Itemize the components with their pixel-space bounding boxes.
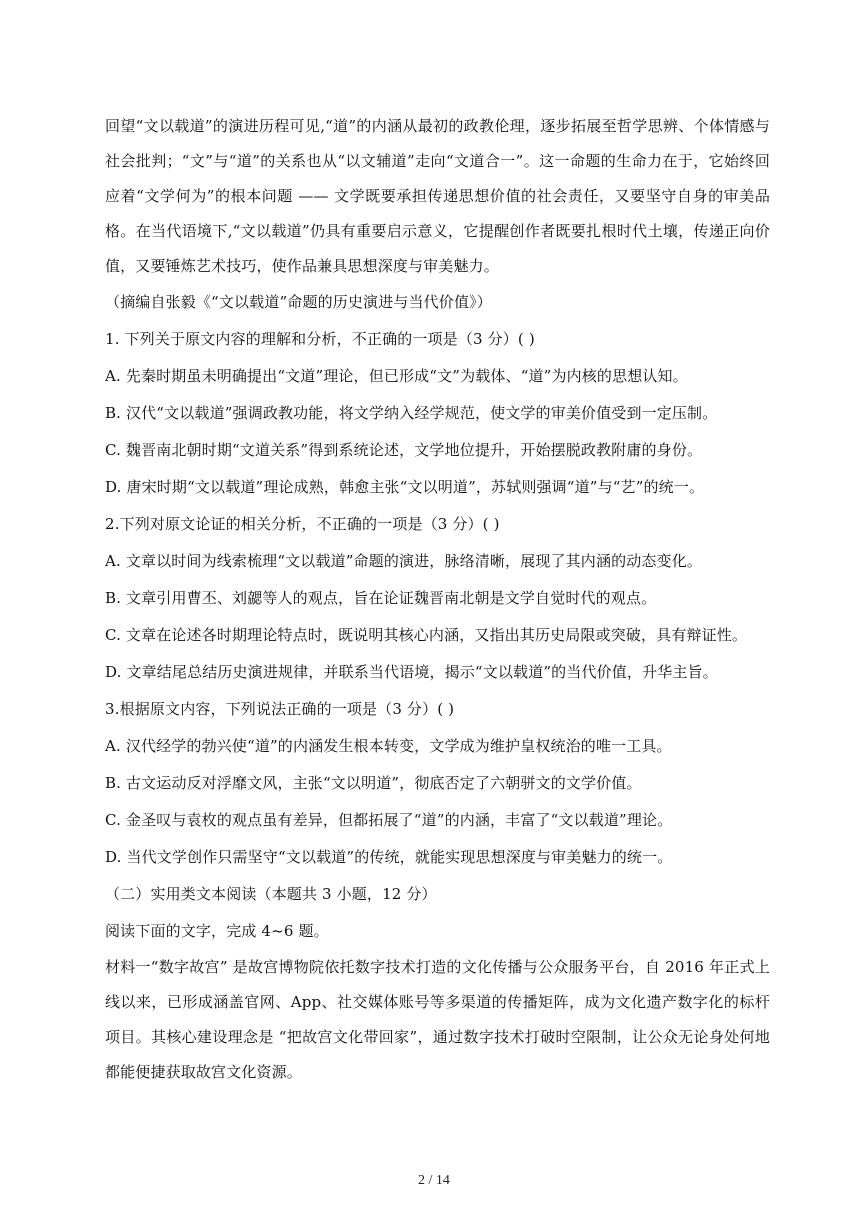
source-note: （摘编自张毅《“文以载道”命题的历史演进与当代价值》）: [105, 293, 492, 311]
question-2-stem: 2.下列对原文论证的相关分析，不正确的一项是（3 分）( ): [105, 515, 500, 533]
question-3-option-a: A. 汉代经学的勃兴使“道”的内涵发生根本转变，文学成为维护皇权统治的唯一工具。: [105, 737, 672, 755]
question-1-option-c: C. 魏晋南北朝时期“文道关系”得到系统论述，文学地位提升，开始摆脱政教附庸的身份。: [105, 441, 703, 459]
question-2-option-c: C. 文章在论述各时期理论特点时，既说明其核心内涵，又指出其历史局限或突破，具有辩证性。: [105, 626, 748, 644]
question-3-stem: 3.根据原文内容，下列说法正确的一项是（3 分）( ): [105, 700, 455, 718]
question-1-option-b: B. 汉代“文以载道”强调政教功能，将文学纳入经学规范，使文学的审美价值受到一定压制。: [105, 404, 718, 422]
question-2-option-d: D. 文章结尾总结历史演进规律，并联系当代语境，揭示“文以载道”的当代价值，升华主旨。: [105, 663, 718, 681]
reading-instruction: 阅读下面的文字，完成 4~6 题。: [105, 922, 329, 940]
question-3-option-c: C. 金圣叹与袁枚的观点虽有差异，但都拓展了“道”的内涵，丰富了“文以载道”理论。: [105, 811, 673, 829]
question-3-option-d: D. 当代文学创作只需坚守“文以载道”的传统，就能实现思想深度与审美魅力的统一。: [105, 848, 673, 866]
section-heading: （二）实用类文本阅读（本题共 3 小题，12 分）: [105, 885, 437, 903]
question-2-option-b: B. 文章引用曹丕、刘勰等人的观点，旨在论证魏晋南北朝是文学自觉时代的观点。: [105, 589, 657, 607]
material-1-paragraph: 材料一“数字故宫” 是故宫博物院依托数字技术打造的文化传播与公众服务平台，自 2016 年正式上线以来，已形成涵盖官网、App、社交媒体账号等多渠道的传播矩阵，成为文化遗产数字化的标杆项目。其核心建设理念是 “把故宫文化带回家”，通过数字技术打破时空限制，让公众无论身处何地都能便捷获取故宫文化资源。: [105, 958, 770, 1081]
question-3-option-b: B. 古文运动反对浮靡文风，主张“文以明道”，彻底否定了六朝骈文的文学价值。: [105, 774, 642, 792]
question-2-option-a: A. 文章以时间为线索梳理“文以载道”命题的演进，脉络清晰，展现了其内涵的动态变化。: [105, 552, 703, 570]
question-1-option-a: A. 先秦时期虽未明确提出“文道”理论，但已形成“文”为载体、“道”为内核的思想认知。: [105, 367, 688, 385]
question-1-option-d: D. 唐宋时期“文以载道”理论成熟，韩愈主张“文以明道”，苏轼则强调“道”与“艺”的统一。: [105, 478, 705, 496]
page-number: 2 / 14: [418, 1173, 450, 1188]
page-content: [105, 109, 770, 1090]
body-paragraph: 回望“文以载道”的演进历程可见,“道”的内涵从最初的政教伦理，逐步拓展至哲学思辨、个体情感与社会批判；“文”与“道”的关系也从“以文辅道”走向“文道合一”。这一命题的生命力在于，它始终回应着“文学何为”的根本问题 —— 文学既要承担传递思想价值的社会责任，又要坚守自身的审美品格。在当代语境下,“文以载道”仍具有重要启示意义，它提醒创作者既要扎根时代土壤，传递正向价值，又要锤炼艺术技巧，使作品兼具思想深度与审美魅力。: [105, 117, 770, 275]
question-1-stem: 1. 下列关于原文内容的理解和分析，不正确的一项是（3 分）( ): [105, 330, 535, 348]
